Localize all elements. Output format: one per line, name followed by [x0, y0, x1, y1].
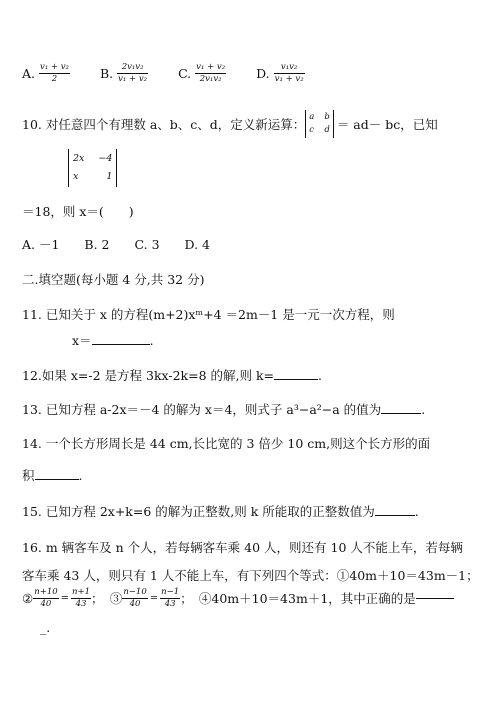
answer-blank[interactable] — [416, 597, 454, 599]
q14-line1: 14. 一个长方形周长是 44 cm,长比宽的 3 倍少 10 cm,则这个长方形的面 — [22, 436, 431, 451]
q12: 12.如果 x=-2 是方程 3kx-2k=8 的解,则 k= . — [22, 368, 322, 383]
q10-line3: ＝18，则 x＝( ) — [22, 204, 134, 219]
det-entry: −4 — [98, 153, 113, 164]
q9-option-b[interactable] — [100, 63, 148, 83]
fraction — [274, 63, 305, 83]
q9-option-label: D. — [256, 65, 270, 81]
fraction-denominator: v₁ + v₂ — [118, 73, 148, 84]
q11-line1: 11. 已知关于 x 的方程(m+2)xᵐ+4 ＝2m－1 是一元一次方程，则 — [22, 307, 395, 322]
answer-blank[interactable] — [381, 412, 421, 414]
q13-text: 13. 已知方程 a-2x＝－4 的解为 x＝4，则式子 a³−a²−a 的值为 — [22, 402, 382, 417]
q11-text: x＝ — [72, 333, 92, 348]
fraction-denominator: 40 — [40, 598, 52, 609]
q16-line3: ② $\frac{n+10}{40}$ = $\frac{n+1}{43}$ ； ③ $\frac{n-10}{40}$ = $\frac{n-1}{43}$ ； ④40m＋10＝43m＋1，其中正确的是 — [22, 588, 454, 608]
q10-options[interactable]: A. －1 B. 2 C. 3 D. 4 — [22, 237, 211, 252]
q12-text: 12.如果 x=-2 是方程 3kx-2k=8 的解,则 k= — [22, 368, 275, 383]
fraction-denominator: 2v₁v₂ — [199, 73, 222, 84]
fraction-denominator: 40 — [129, 598, 141, 609]
det-entry: a — [309, 112, 315, 122]
fraction — [71, 588, 91, 608]
q10-text-suffix: ＝ ad－ bc，已知 — [336, 116, 438, 132]
det-entry: d — [324, 124, 330, 135]
fraction-denominator: 43 — [75, 598, 87, 609]
q15-text: 15. 已知方程 2x+k=6 的解为正整数,则 k 所能取的正整数值为 — [22, 504, 375, 519]
fraction — [117, 63, 148, 83]
q11-line2: x＝ . — [72, 333, 154, 348]
q9-option-label: B. — [99, 65, 114, 81]
q14-line2: 积 . — [22, 468, 83, 483]
fraction-numerator: n−1 — [161, 587, 180, 597]
q10-determinant — [68, 149, 117, 187]
q15: 15. 已知方程 2x+k=6 的解为正整数,则 k 所能取的正整数值为 . — [22, 504, 419, 519]
q9-option-d[interactable] — [256, 63, 305, 83]
section-heading: 二.填空题(每小题 4 分,共 32 分) — [22, 272, 205, 287]
fraction — [122, 588, 147, 608]
q9-option-c[interactable] — [178, 63, 226, 83]
fraction — [195, 63, 226, 83]
answer-blank[interactable] — [92, 343, 150, 345]
fraction — [39, 63, 70, 83]
det-entry: 2x — [73, 153, 85, 164]
q10-line1 — [22, 110, 438, 138]
det-entry: x — [73, 171, 79, 183]
q9-option-a[interactable] — [22, 63, 70, 83]
answer-blank[interactable] — [375, 514, 415, 516]
fraction — [160, 588, 180, 608]
q9-option-label: C. — [178, 65, 192, 81]
answer-blank[interactable] — [274, 378, 318, 380]
fraction-numerator: v₁ + v₂ — [196, 62, 226, 72]
fraction-numerator: v₁v₂ — [274, 63, 305, 74]
q10-text: 10. 对任意四个有理数 a、b、c、d，定义新运算： — [22, 116, 306, 132]
q14-text: 积 — [22, 468, 35, 483]
fraction-numerator: n−10 — [123, 587, 147, 597]
fraction — [33, 588, 58, 608]
fraction-numerator: n+10 — [34, 587, 58, 597]
q16-line2: 客车乘 43 人，则只有 1 人不能上车，有下列四个等式：①40m＋10＝43m－1； — [22, 568, 479, 583]
q16-line1: 16. m 辆客车及 n 个人，若每辆客车乘 40 人，则还有 10 人不能上车，若每辆 — [22, 540, 463, 555]
fraction-denominator: 2 — [51, 73, 58, 84]
det-entry: c — [309, 124, 315, 135]
q10-determinant-definition — [305, 110, 334, 138]
det-entry: b — [324, 112, 330, 122]
fraction-denominator: 43 — [164, 598, 176, 609]
fraction-numerator: 2v₁v₂ — [117, 63, 148, 74]
det-entry: 1 — [106, 171, 113, 183]
q9-options — [22, 63, 305, 83]
fraction-numerator: n+1 — [72, 587, 91, 597]
q9-option-label: A. — [22, 65, 36, 81]
q16-line4: _. — [40, 620, 51, 635]
fraction-denominator: v₁ + v₂ — [274, 73, 304, 84]
q16-text: ； ③ — [91, 591, 123, 606]
fraction-numerator: v₁ + v₂ — [40, 62, 69, 72]
q13: 13. 已知方程 a-2x＝－4 的解为 x＝4，则式子 a³−a²−a 的值为 . — [22, 402, 426, 417]
q16-text: ② — [22, 590, 34, 606]
q16-text: ； ④40m＋10＝43m＋1，其中正确的是 — [180, 591, 416, 606]
answer-blank[interactable] — [35, 478, 79, 480]
